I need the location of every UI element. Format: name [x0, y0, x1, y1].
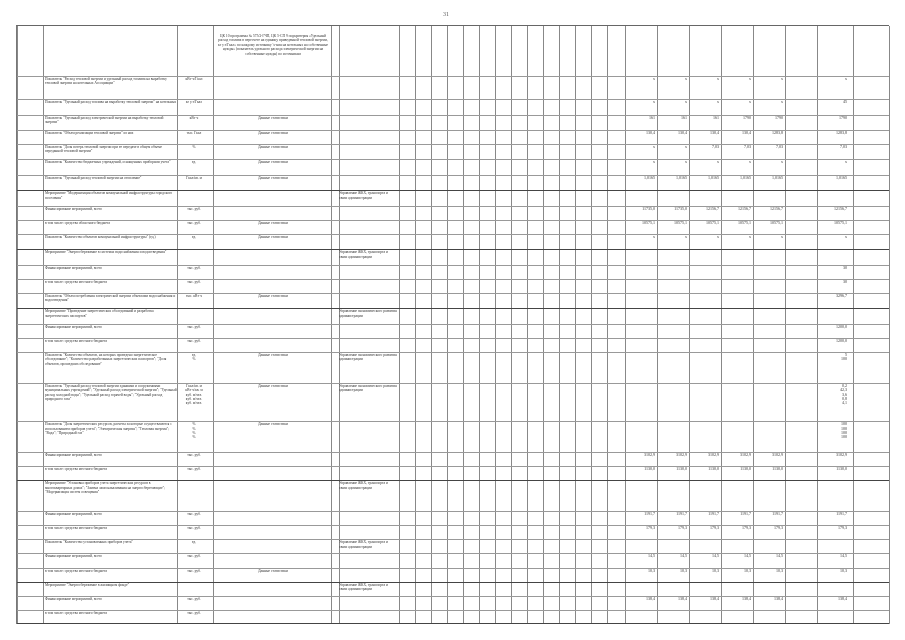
- row-name: в том числе: средства местного бюджета: [45, 467, 108, 472]
- row-value: 7,03: [840, 144, 847, 150]
- table-row: [17, 511, 889, 525]
- row-name: в том числе: средства местного бюджета: [45, 568, 108, 573]
- row-value: 179,3: [838, 525, 847, 531]
- row-name: Показатель "Удельный расход электрической энергии на выработку тепловой энергии": [45, 115, 164, 124]
- row-value: 1130,0: [740, 466, 751, 472]
- row-unit: тыс. руб.: [187, 610, 201, 615]
- row-value: 1,0165: [740, 174, 751, 180]
- row-source: Данные статистики: [258, 234, 288, 239]
- row-value: 7,03: [744, 144, 751, 150]
- row-value: х: [653, 144, 655, 150]
- row-source: Данные статистики: [258, 160, 288, 165]
- row-unit: тыс. Гкал: [186, 130, 202, 135]
- row-unit: тыс. руб.: [187, 568, 201, 573]
- row-unit: кВт·ч: [189, 115, 199, 120]
- table-row: [17, 175, 889, 190]
- row-name: Финансирование мероприятий, всего: [45, 453, 102, 458]
- row-value: 3102,9: [708, 452, 719, 458]
- table-row: [17, 582, 889, 596]
- row-value: 12156,7: [770, 205, 783, 211]
- table-row: [17, 596, 889, 610]
- row-name: Показатель "Объем реализации тепловой энергии" из них: [45, 130, 134, 135]
- row-value: 12156,7: [834, 205, 847, 211]
- table-row: [17, 466, 889, 480]
- row-value: 0,2 42,3 3,6 0,8 4,1: [840, 382, 847, 406]
- row-value: 1283,8: [836, 129, 847, 135]
- row-value: 10575,1: [642, 219, 655, 225]
- row-value: 45: [843, 99, 847, 105]
- row-value: 1,0165: [836, 174, 847, 180]
- row-unit: тыс. руб.: [187, 220, 201, 225]
- row-source: Данные статистики: [258, 175, 288, 180]
- row-value: 138,4: [774, 595, 783, 601]
- row-name: в том числе: средства областного бюджета: [45, 220, 110, 225]
- row-value: 10,3: [840, 567, 847, 573]
- table-row: [17, 383, 889, 422]
- row-value: х: [781, 99, 783, 105]
- table-row: [17, 480, 889, 511]
- row-value: 1283,8: [772, 129, 783, 135]
- table-row: [17, 76, 889, 99]
- row-value: х: [653, 233, 655, 239]
- row-value: 7,03: [712, 144, 719, 150]
- row-value: 7,03: [776, 144, 783, 150]
- table-row: [17, 308, 889, 323]
- row-value: 1,0165: [708, 174, 719, 180]
- row-name: в том числе: средства местного бюджета: [45, 338, 108, 343]
- row-name: Показатель "Количество объектов, на которых проведено энергетическое обследование"; "Количество разработанных энергетических паспортов"; "Доля объектов, прошедших обследование": [45, 352, 167, 366]
- row-unit: тыс. руб.: [187, 526, 201, 531]
- row-value: 10575,1: [834, 219, 847, 225]
- row-name: Показатель "Удельный расход топлива на выработку тепловой энергии" на котельных: [45, 100, 177, 105]
- table-row: [17, 421, 889, 452]
- row-value: 1,0165: [772, 174, 783, 180]
- row-unit: % % % %: [192, 422, 196, 440]
- header-note: ЦК 10 программы № 575/2-ГЧП, ЦК 5-СП 9 подкритерия «Удельный расход топлива в пересчете на единицу приведенной тепловой энергии, кг у.т/Гкал» по каждому источнику 'х-ния на котельных на собственные нужды» (показатель удельного расхода электрической энергии на собственные нужды) по источникам: [218, 34, 328, 56]
- row-value: 1191,7: [772, 511, 783, 517]
- row-value: х: [845, 76, 847, 81]
- row-unit: ед.: [191, 540, 197, 545]
- row-name: Показатель "Расход тепловой энергии и удельный расход топлива на выработку тепловой энергии на котельных Ассоциации": [45, 77, 167, 86]
- row-value: 14,5: [744, 553, 751, 559]
- program-table: [16, 25, 889, 624]
- row-value: 14,5: [712, 553, 719, 559]
- row-value: 10575,1: [706, 219, 719, 225]
- row-unit: тыс. руб.: [187, 467, 201, 472]
- row-source: Данные статистики: [258, 568, 288, 573]
- row-value: 1191,7: [740, 511, 751, 517]
- row-value: х: [653, 76, 655, 81]
- table-row: [17, 99, 889, 114]
- row-unit: тыс. руб.: [187, 512, 201, 517]
- row-unit: %: [192, 145, 196, 150]
- row-unit: ед.: [191, 160, 197, 165]
- row-name: в том числе: средства местного бюджета: [45, 526, 108, 531]
- row-value: 12156,7: [706, 205, 719, 211]
- row-value: 161: [681, 114, 687, 120]
- row-unit: Гкал/кв. м: [186, 175, 202, 180]
- row-value: 179,3: [646, 525, 655, 531]
- table-row: [17, 279, 889, 293]
- row-value: 3102,9: [836, 452, 847, 458]
- row-value: 179,3: [774, 525, 783, 531]
- row-name: Показатель "Удельный расход тепловой энергии зданиями и сооружениями муниципальных учреждений"; "Удельный расход электрической энергии"; "Удельный расход холодной воды"; "Удельный расход горячей воды"; "Удельный расход природного газа": [45, 383, 177, 401]
- table-row: [17, 190, 889, 205]
- row-source: Данные статистики: [258, 383, 288, 388]
- row-name: Мероприятие "Энергосбережение в системах водоснабжения и водоотведения": [45, 250, 167, 255]
- table-row: [17, 610, 889, 624]
- row-unit: ед. %: [191, 352, 197, 362]
- row-value: 10575,1: [674, 219, 687, 225]
- row-value: 10575,1: [738, 219, 751, 225]
- row-name: Финансирование мероприятий, всего: [45, 512, 102, 517]
- table-row: [17, 452, 889, 466]
- row-unit: кВт·ч/Гкал: [185, 77, 203, 81]
- row-value: 10575,1: [770, 219, 783, 225]
- row-name: Финансирование мероприятий, всего: [45, 554, 102, 559]
- row-source: Данные статистики: [258, 422, 288, 427]
- row-name: Показатель "Объем потребления электрической энергии объектами водоснабжения и водоотведения": [45, 293, 176, 303]
- row-unit: тыс. руб.: [187, 453, 201, 458]
- row-unit: тыс. кВт·ч: [185, 293, 203, 298]
- row-value: 30: [843, 264, 847, 270]
- row-responsible: Управление ЖКХ, транспорта и связи администрации: [339, 481, 388, 490]
- row-responsible: Управление ЖКХ, транспорта и связи администрации: [339, 582, 388, 592]
- row-value: 11735,0: [674, 205, 687, 211]
- row-value: 161: [649, 114, 655, 120]
- row-name: Показатель "Количество бюджетных учреждений, оснащенных приборами учета": [45, 160, 171, 165]
- table-row: [17, 338, 889, 352]
- row-name: Показатель "Удельный расход тепловой энергии на отопление": [45, 175, 142, 180]
- row-value: 138,4: [646, 595, 655, 601]
- row-value: х: [781, 76, 783, 81]
- row-name: Показатель "Доля энергетических ресурсов, расчеты за которые осуществляются с использованием приборов учета"; "Электрическая энергия"; "Тепловая энергия"; "Вода"; "Природный газ": [45, 422, 172, 436]
- row-value: 1790: [743, 114, 751, 120]
- row-value: 138,4: [742, 595, 751, 601]
- row-value: 12156,7: [738, 205, 751, 211]
- row-name: Финансирование мероприятий, всего: [45, 206, 102, 211]
- row-unit: Гкал/кв. м кВт·ч/кв. м куб. м/чел. куб. м/чел. куб. м/чел.: [185, 383, 203, 406]
- row-value: 179,3: [678, 525, 687, 531]
- row-value: 3102,9: [676, 452, 687, 458]
- row-value: 161: [713, 114, 719, 120]
- row-value: 10,3: [776, 567, 783, 573]
- row-value: 14,5: [840, 553, 847, 559]
- row-value: 1130,0: [772, 466, 783, 472]
- row-value: 3296,7: [836, 292, 847, 298]
- row-source: Данные статистики: [258, 220, 288, 225]
- row-name: Показатель "Доля потерь тепловой энергии при ее передаче в общем объеме переданной тепловой энергии": [45, 145, 163, 154]
- row-value: 14,5: [776, 553, 783, 559]
- row-value: х: [717, 99, 719, 105]
- row-value: х: [685, 233, 687, 239]
- row-name: Мероприятие "Энергосбережение в жилищном фонде": [45, 582, 130, 587]
- table-row: [17, 220, 889, 234]
- row-value: 179,3: [710, 525, 719, 531]
- row-value: 1200,0: [836, 323, 847, 329]
- table-row: [17, 553, 889, 567]
- table-row: [17, 206, 889, 220]
- table-row: [17, 130, 889, 144]
- row-unit: тыс. руб.: [187, 554, 201, 559]
- row-name: Мероприятие "Установка приборов учета энергетических ресурсов в многоквартирных домах"; "Замена ламп накаливания на энергосберегающие"; "Модернизация систем освещения": [45, 481, 166, 495]
- row-value: х: [653, 159, 655, 165]
- row-value: 14,5: [648, 553, 655, 559]
- row-value: 138,4: [838, 595, 847, 601]
- row-value: 130,4: [742, 129, 751, 135]
- row-value: 1790: [839, 114, 847, 120]
- row-value: 1191,7: [676, 511, 687, 517]
- row-value: 14,5: [680, 553, 687, 559]
- table-row: [17, 352, 889, 383]
- table-row: [17, 324, 889, 338]
- table-row: [17, 249, 889, 264]
- row-value: 1130,0: [644, 466, 655, 472]
- row-value: 10,3: [680, 567, 687, 573]
- row-value: 130,4: [646, 129, 655, 135]
- row-value: 10,3: [648, 567, 655, 573]
- row-responsible: Управление экономического развития администрации: [339, 383, 397, 393]
- row-value: х: [749, 233, 751, 239]
- row-value: 1,0165: [676, 174, 687, 180]
- row-responsible: Управление ЖКХ, транспорта и связи администрации: [339, 191, 388, 200]
- row-value: х: [717, 76, 719, 81]
- row-responsible: Управление экономического развития администрации: [339, 352, 397, 362]
- row-value: 10,3: [712, 567, 719, 573]
- row-value: х: [653, 99, 655, 105]
- row-value: х: [781, 233, 783, 239]
- row-source: Данные статистики: [258, 130, 288, 135]
- table-row: [17, 525, 889, 539]
- row-value: 1790: [775, 114, 783, 120]
- row-responsible: Управление ЖКХ, транспорта и связи администрации: [339, 250, 388, 259]
- table-row: [17, 539, 889, 553]
- row-value: х: [749, 76, 751, 81]
- row-value: х: [845, 159, 847, 165]
- row-unit: тыс. руб.: [187, 324, 201, 329]
- row-value: 138,4: [710, 595, 719, 601]
- row-unit: ед.: [191, 234, 197, 239]
- row-value: 1191,7: [708, 511, 719, 517]
- row-value: х: [685, 144, 687, 150]
- row-name: Финансирование мероприятий, всего: [45, 324, 102, 329]
- row-value: 30: [843, 278, 847, 284]
- row-value: 1191,7: [836, 511, 847, 517]
- row-value: 1,0165: [644, 174, 655, 180]
- row-name: в том числе: средства местного бюджета: [45, 279, 108, 284]
- row-value: х: [845, 233, 847, 239]
- row-value: х: [717, 159, 719, 165]
- row-divider: [17, 623, 889, 624]
- row-value: х: [781, 159, 783, 165]
- row-unit: тыс. руб.: [187, 279, 201, 284]
- table-row: [17, 293, 889, 308]
- row-unit: тыс. руб.: [187, 338, 201, 343]
- row-value: 3102,9: [740, 452, 751, 458]
- row-value: 130,4: [710, 129, 719, 135]
- row-value: х: [749, 159, 751, 165]
- row-unit: тыс. руб.: [187, 206, 201, 211]
- row-source: Данные статистики: [258, 293, 288, 298]
- row-responsible: Управление ЖКХ, транспорта и связи администрации: [339, 540, 388, 549]
- row-name: Показатель "Количество установленных приборов учета": [45, 540, 133, 545]
- row-value: 179,3: [742, 525, 751, 531]
- row-unit: тыс. руб.: [187, 265, 201, 270]
- row-name: Финансирование мероприятий, всего: [45, 265, 102, 270]
- table-row: [17, 265, 889, 279]
- row-unit: тыс. руб.: [187, 596, 201, 601]
- table-row: [17, 115, 889, 130]
- row-source: Данные статистики: [258, 115, 288, 120]
- row-value: х: [749, 99, 751, 105]
- row-name: Финансирование мероприятий, всего: [45, 596, 102, 601]
- row-value: х: [685, 159, 687, 165]
- column-divider: [889, 26, 890, 624]
- row-value: 100 100 100 100: [841, 421, 847, 440]
- row-value: 5 100: [841, 351, 847, 362]
- row-value: 1130,0: [708, 466, 719, 472]
- row-value: 3102,9: [772, 452, 783, 458]
- row-value: 1191,7: [644, 511, 655, 517]
- row-value: х: [717, 233, 719, 239]
- table-row: [17, 234, 889, 249]
- row-name: в том числе: средства местного бюджета: [45, 610, 108, 615]
- row-value: 138,4: [678, 595, 687, 601]
- row-value: 3102,9: [644, 452, 655, 458]
- table-row: [17, 159, 889, 174]
- row-unit: кг у.т/Гкал: [185, 100, 203, 105]
- page-number: 31: [443, 12, 449, 18]
- row-name: Показатель "Количество объектов коммунальной инфраструктуры" (ед.): [45, 234, 156, 239]
- row-source: Данные статистики: [258, 145, 288, 150]
- row-value: 1130,0: [676, 466, 687, 472]
- row-value: 11735,0: [642, 205, 655, 211]
- row-source: Данные статистики: [258, 352, 288, 357]
- row-value: х: [685, 76, 687, 81]
- row-value: 10,3: [744, 567, 751, 573]
- row-value: 130,4: [678, 129, 687, 135]
- table-row: [17, 144, 889, 159]
- row-value: х: [685, 99, 687, 105]
- row-value: 1130,0: [836, 466, 847, 472]
- row-responsible: Управление экономического развития администрации: [339, 309, 397, 318]
- row-name: Мероприятие "Проведение энергетических обследований и разработка энергетических паспортов": [45, 309, 154, 318]
- row-value: 1200,0: [836, 337, 847, 343]
- table-row: [17, 568, 889, 582]
- row-name: Мероприятие "Модернизация объектов коммунальной инфраструктуры городского поселения": [45, 191, 173, 200]
